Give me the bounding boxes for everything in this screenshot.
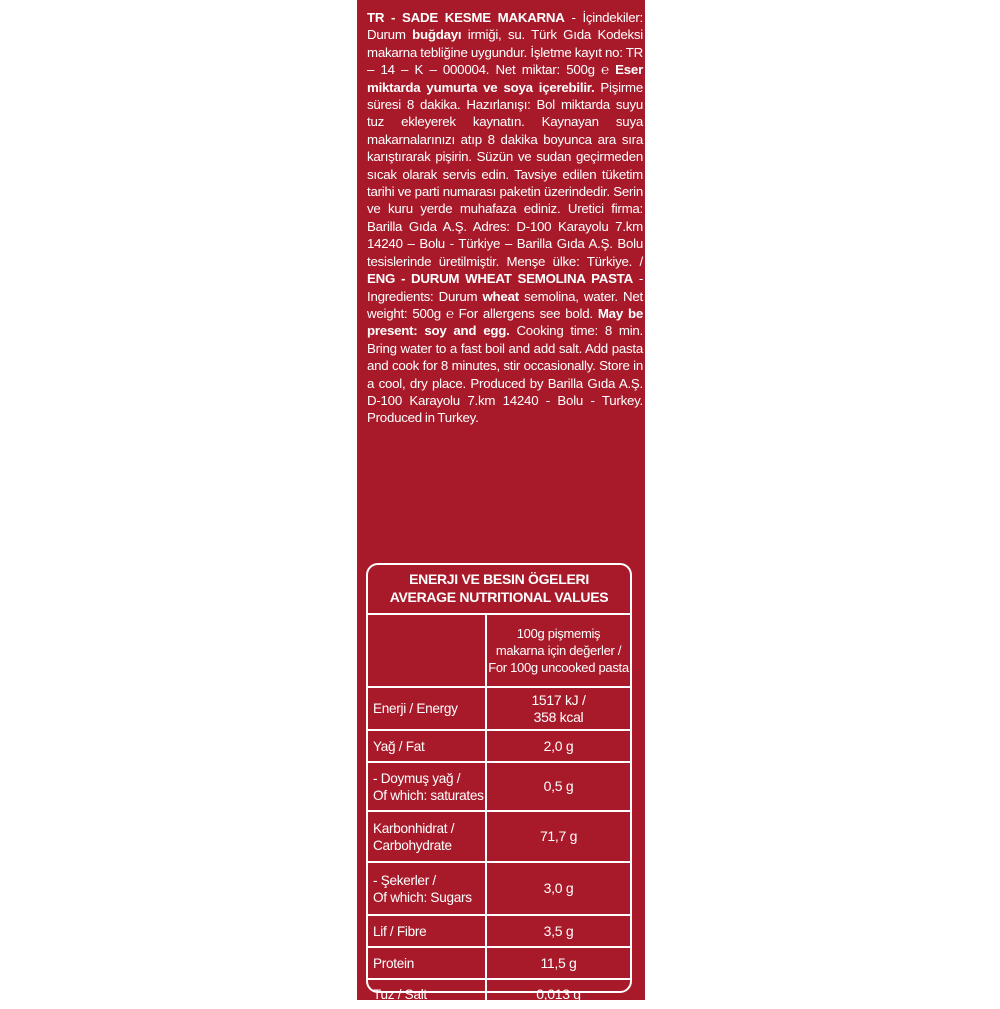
en-product-title: ENG - DURUM WHEAT SEMOLINA PASTA [367,271,633,287]
row-value-line: 2,0 g [543,737,574,754]
row-value-line: 3,0 g [543,880,574,896]
en-text-2: semolina, water. Net weight: 500g [367,288,643,321]
tr-text-1: - İçindekiler: Durum [367,10,644,43]
row-value-line: 0,013 g [536,986,581,1002]
row-label-line: - Şekerler / [373,872,436,888]
row-value-line: 1517 kJ / [531,691,586,708]
row-label [368,688,487,729]
table-row-sugars [368,863,630,916]
en-allergen-wheat: wheat [482,288,519,304]
row-label-line: Protein [373,955,414,971]
row-value [487,863,630,914]
row-label [368,863,487,914]
nutrition-table-title [368,565,630,615]
en-text-4: Cooking time: 8 min. Bring water to a fast boil and add salt. Add pasta and cook for 8 minutes, stir occasionally. Store in a cool, dry place. Produced by Barilla Gıda A.Ş. D-100 Karayolu 7.km 14240 - Bolu - Turkey. Produced in Turkey. [367,323,643,426]
row-value [487,948,630,978]
label-panel [357,0,645,1000]
row-label [368,731,487,761]
ingredients-text [367,9,643,427]
table-header-row [368,615,630,688]
row-value-line: 11,5 g [540,954,577,971]
row-label [368,916,487,946]
table-column-header [487,615,630,686]
tr-allergen-note: Eser miktarda yumurta ve soya içerebilir. [367,62,644,95]
table-header-empty [368,615,487,686]
row-value [487,980,630,1009]
tr-text-2: irmiği, su. Türk Gıda Kodeksi makarna tebliğine uygundur. İşletme kayıt no: TR – 14 – K – 000004. Net miktar: 500g [367,27,644,78]
row-value-line: 358 kcal [533,708,584,725]
row-label-line: - Doymuş yağ / [373,770,461,786]
table-row-carbohydrate [368,812,630,863]
nutrition-title-tr: ENERJI VE BESIN ÖGELERI [409,571,589,587]
table-row-energy [368,688,630,731]
row-value [487,688,630,729]
row-label [368,980,487,1009]
column-header-line: For 100g uncooked pasta [488,660,629,675]
table-row-protein [368,948,630,980]
row-value-line: 3,5 g [543,922,574,939]
row-label-line: Yağ / Fat [373,738,425,754]
table-row-fibre [368,916,630,948]
tr-product-title: TR - SADE KESME MAKARNA [367,10,565,25]
estimated-sign-icon: ℮ [601,62,609,78]
row-value [487,916,630,946]
row-value [487,812,630,861]
row-label [368,763,487,810]
en-text-3: For allergens see bold. [453,305,598,321]
en-allergen-note: May be present: soy and egg. [367,305,643,339]
tr-text-3: Pişirme süresi 8 dakika. Hazırlanışı: Bol miktarda suyu tuz ekleyerek kaynatın. Kaynayan suya makarnalarınızı atıp 8 dakika boyunca ara sıra karıştırarak pişirin. Süzün ve sudan geçirmeden sıcak olarak servis edin. Tavsiye edilen tüketim tarihi ve parti numarası paketin üzerindedir. Serin ve kuru yerde muhafaza ediniz. Uretici firma: Barilla Gıda A.Ş. Adres: D-100 Karayolu 7.km 14240 – Bolu - Türkiye – Barilla Gıda A.Ş. Bolu tesislerinde üretilmiştir. Menşe ülke: Türkiye. / [367,79,643,269]
row-label-line: Enerji / Energy [373,701,458,716]
row-value-line: 71,7 g [539,828,578,844]
row-label-line: Karbonhidrat / [373,820,455,836]
row-label-line: Of which: Sugars [373,889,472,905]
en-text-1: - Ingredients: Durum [367,271,643,304]
row-value [487,763,630,810]
row-value [487,731,630,761]
table-row-fat [368,731,630,763]
row-label-line: Carbohydrate [373,837,452,853]
row-label [368,812,487,861]
row-label-line: Of which: saturates [373,787,484,803]
nutrition-table [366,563,632,1002]
table-row-saturates [368,763,630,812]
estimated-sign-icon-2: ℮ [445,305,454,321]
column-header-line: 100g pişmemiş [516,626,601,641]
row-value-line: 0,5 g [543,778,574,794]
row-label [368,948,487,978]
row-label-line: Lif / Fibre [373,923,427,939]
nutrition-title-en: AVERAGE NUTRITIONAL VALUES [389,589,609,605]
row-label-line: Tuz / Salt [373,987,427,1002]
table-row-salt [368,980,630,1009]
tr-allergen-wheat: buğdayı [412,27,462,43]
column-header-line: makarna için değerler / [495,643,622,658]
